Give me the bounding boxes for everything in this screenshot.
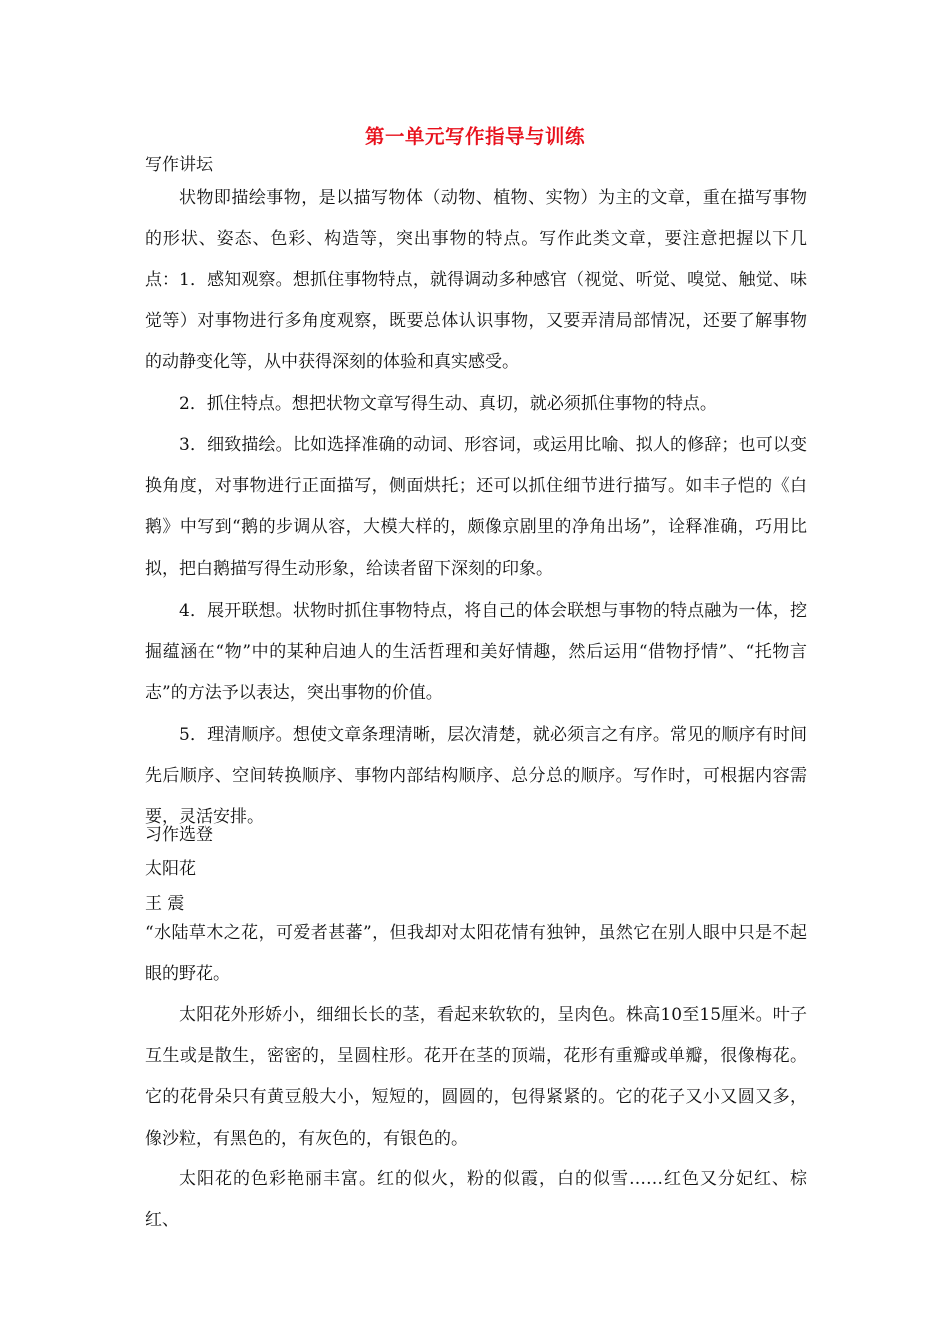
point-3-paragraph: 3．细致描绘。比如选择准确的动词、形容词，或运用比喻、拟人的修辞；也可以变换角度，对事物进行正面描写，侧面烘托；还可以抓住细节进行描写。如丰子恺的《白鹅》中写到“鹅的步调从容，大模大样的，颇像京剧里的净角出场”，诠释准确，巧用比拟，把白鹅描写得生动形象，给读者留下深刻的印象。 — [145, 435, 807, 579]
essay-paragraph-2: 太阳花外形娇小，细细长长的茎，看起来软软的，呈肉色。株高10至15厘米。叶子互生或是散生，密密的，呈圆柱形。花开在茎的顶端，花形有重瓣或单瓣，很像梅花。它的花骨朵只有黄豆般大小，短短的，圆圆的，包得紧紧的。它的花子又小又圆又多，像沙粒，有黑色的，有灰色的，有银色的。 — [145, 1005, 807, 1149]
document-title: 第一单元写作指导与训练 — [364, 125, 585, 148]
essay-paragraph-3: 太阳花的色彩艳丽丰富。红的似火，粉的似霞，白的似雪……红色又分妃红、棕红、 — [145, 1169, 807, 1231]
intro-paragraph: 状物即描绘事物，是以描写物体（动物、植物、实物）为主的文章，重在描写事物的形状、姿态、色彩、构造等，突出事物的特点。写作此类文章，要注意把握以下几点： — [145, 188, 807, 291]
point-5-paragraph: 5．理清顺序。想使文章条理清晰，层次清楚，就必须言之有序。常见的顺序有时间先后顺序、空间转换顺序、事物内部结构顺序、总分总的顺序。写作时，可根据内容需要，灵活安排。 — [145, 725, 807, 828]
section-heading-selected-essays: 习作选登 — [145, 825, 213, 845]
essay-author: 王 震 — [145, 894, 185, 914]
essay-title: 太阳花 — [145, 859, 196, 879]
point-1-paragraph: 1．感知观察。想抓住事物特点，就得调动多种感官（视觉、听觉、嗅觉、触觉、味觉等）对事物进行多角度观察，既要总体认识事物，又要弄清局部情况，还要了解事物的动静变化等，从中获得深刻的体验和真实感受。 — [145, 270, 807, 373]
section-heading-writing-forum: 写作讲坛 — [145, 155, 213, 175]
essay-paragraph-1: “水陆草木之花，可爱者甚蕃”，但我却对太阳花情有独钟，虽然它在别人眼中只是不起眼的野花。 — [145, 923, 807, 985]
point-4-paragraph: 4．展开联想。状物时抓住事物特点，将自己的体会联想与事物的特点融为一体，挖掘蕴涵在“物”中的某种启迪人的生活哲理和美好情趣，然后运用“借物抒情”、“托物言志”的方法予以表达，突出事物的价值。 — [145, 601, 807, 704]
point-2-paragraph: 2．抓住特点。想把状物文章写得生动、真切，就必须抓住事物的特点。 — [179, 394, 717, 414]
